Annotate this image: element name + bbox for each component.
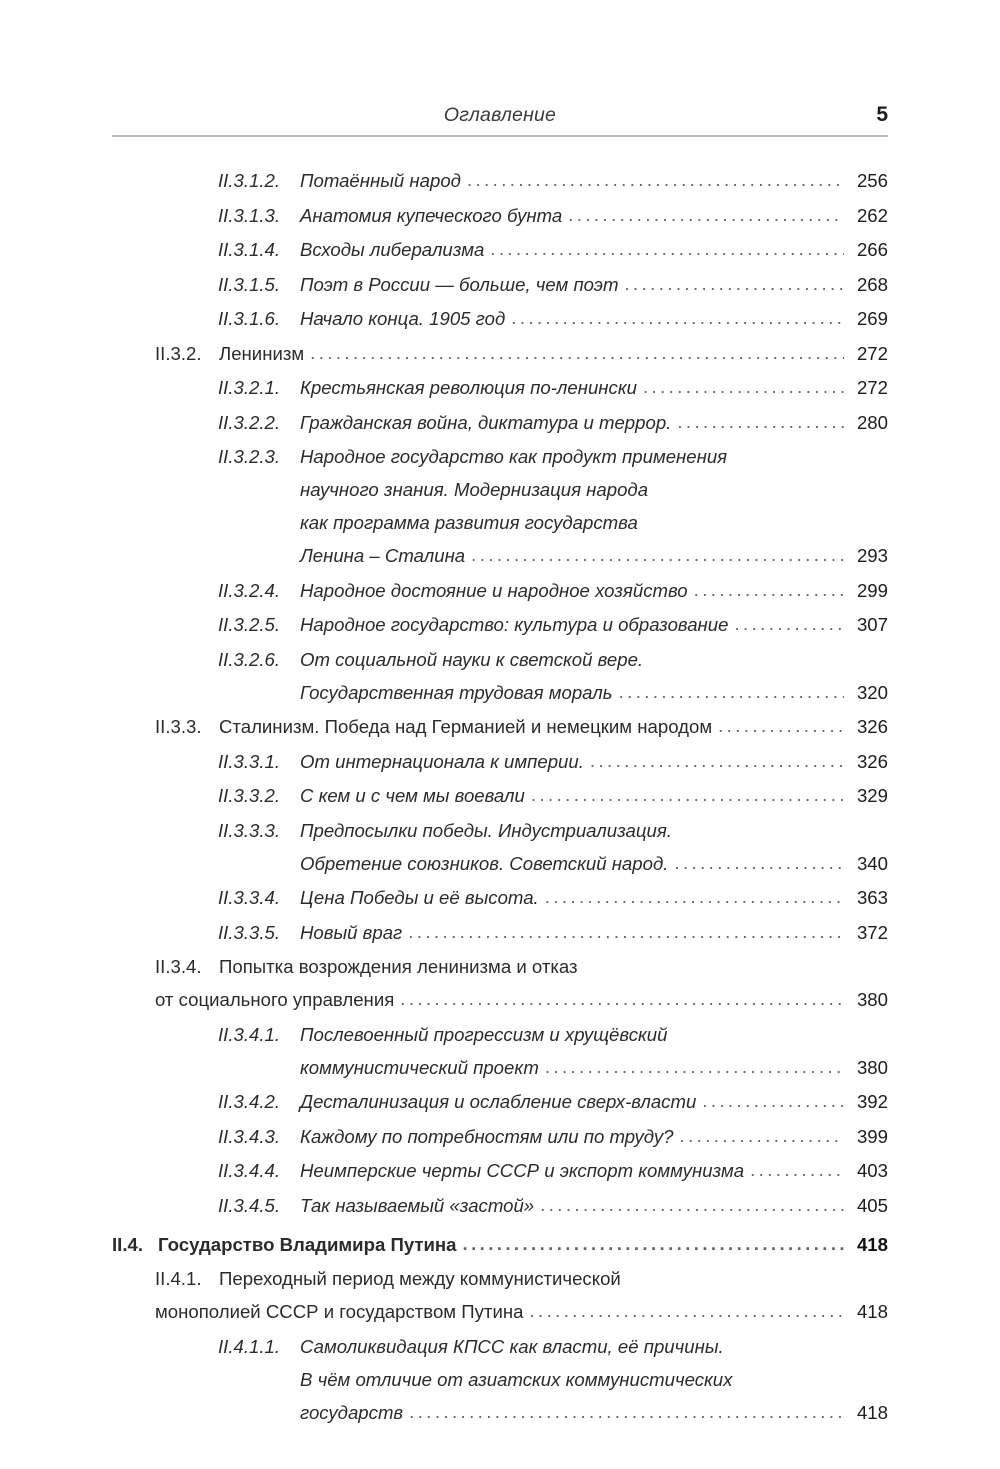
toc-entry[interactable] bbox=[218, 1158, 888, 1183]
toc-entry-title-text: Гражданская война, диктатура и террор. bbox=[300, 411, 672, 433]
toc-entry-body bbox=[219, 341, 888, 366]
toc-entry[interactable] bbox=[218, 1334, 888, 1425]
toc-entry-title-line bbox=[300, 1022, 888, 1047]
toc-entry-body bbox=[300, 1334, 888, 1425]
toc-entry-page-number: 380 bbox=[856, 1056, 888, 1078]
toc-entry[interactable] bbox=[155, 1266, 888, 1324]
toc-entry-title-line bbox=[300, 578, 888, 603]
toc-entry-title-text: Всходы либерализма bbox=[300, 239, 485, 260]
dot-leader bbox=[568, 202, 844, 227]
toc-entry[interactable] bbox=[218, 1193, 888, 1218]
toc-entry-title-line bbox=[158, 1232, 888, 1257]
dot-leader bbox=[467, 167, 844, 192]
table-of-contents-list bbox=[0, 168, 1000, 1434]
toc-entry-title-line bbox=[300, 272, 888, 297]
toc-entry-page-number: 299 bbox=[856, 579, 888, 601]
dot-leader bbox=[718, 713, 844, 738]
toc-entry[interactable] bbox=[218, 920, 888, 945]
dot-leader bbox=[680, 1123, 844, 1148]
toc-entry[interactable] bbox=[218, 168, 888, 193]
toc-entry[interactable] bbox=[218, 272, 888, 297]
toc-entry-page-number: 380 bbox=[856, 989, 888, 1010]
toc-entry-title-text: Народное государство как продукт применения bbox=[300, 446, 728, 467]
toc-entry[interactable] bbox=[218, 885, 888, 910]
toc-entry[interactable] bbox=[218, 444, 888, 568]
toc-entry-page-number: 405 bbox=[856, 1194, 888, 1216]
toc-entry-title-line bbox=[219, 954, 888, 979]
toc-entry-page-number: 269 bbox=[856, 308, 888, 329]
toc-entry[interactable] bbox=[218, 1089, 888, 1114]
dot-leader bbox=[408, 919, 844, 944]
header-divider-rule bbox=[112, 135, 888, 137]
toc-entry-title-text: как программа развития государства bbox=[300, 512, 638, 533]
toc-entry-number: II.3.4.1. bbox=[218, 1023, 281, 1045]
toc-entry-body bbox=[300, 612, 888, 637]
dot-leader bbox=[694, 577, 844, 602]
toc-entry-number: II.3.3.4. bbox=[218, 887, 281, 908]
toc-entry-number: II.3.3.1. bbox=[218, 750, 281, 772]
page-folio-number: 5 bbox=[876, 103, 888, 126]
toc-entry-title-text: Государственная трудовая мораль bbox=[300, 681, 613, 703]
dot-leader bbox=[463, 1231, 844, 1256]
toc-entry-body bbox=[300, 1124, 888, 1149]
toc-entry-number: II.3.3.2. bbox=[218, 785, 281, 806]
toc-entry-title-text: государств bbox=[300, 1401, 404, 1423]
toc-entry-body bbox=[300, 1158, 888, 1183]
toc-entry-body bbox=[300, 749, 888, 774]
toc-entry-page-number: 320 bbox=[856, 681, 888, 703]
toc-entry-title-text: от социального управления bbox=[155, 989, 395, 1010]
toc-entry[interactable] bbox=[218, 237, 888, 262]
dot-leader bbox=[545, 884, 844, 909]
toc-entry-body bbox=[300, 578, 888, 603]
toc-entry-number: II.3.2.6. bbox=[218, 648, 281, 670]
toc-entry-title-text: Государство Владимира Путина bbox=[158, 1233, 457, 1255]
toc-entry-number: II.3.2.4. bbox=[218, 579, 281, 601]
toc-entry-title-text: монополией СССР и государством Путина bbox=[155, 1301, 524, 1322]
toc-entry-title-text: Самоликвидация КПСС как власти, её причины. bbox=[300, 1335, 724, 1357]
dot-leader bbox=[619, 679, 844, 704]
toc-entry-number: II.3.1.2. bbox=[218, 170, 281, 191]
toc-entry-title-text: С кем и с чем мы воевали bbox=[300, 785, 525, 806]
toc-entry-title-text: От интернационала к империи. bbox=[300, 750, 584, 772]
toc-entry-title-text: Так называемый «застой» bbox=[300, 1194, 535, 1216]
toc-entry-title-text: Цена Победы и её высота. bbox=[300, 887, 539, 908]
toc-entry-title-line bbox=[300, 410, 888, 435]
toc-entry-title-continuation bbox=[155, 987, 888, 1012]
toc-entry-title-line bbox=[300, 306, 888, 331]
toc-entry-title-text: Обретение союзников. Советский народ. bbox=[300, 852, 669, 874]
toc-entry-title-continuation bbox=[300, 543, 888, 568]
toc-entry-title-line bbox=[300, 818, 888, 843]
toc-entry-title-line bbox=[300, 375, 888, 400]
toc-entry-page-number: 293 bbox=[856, 545, 888, 566]
toc-entry-title-continuation bbox=[300, 1400, 888, 1425]
dot-leader bbox=[590, 748, 844, 773]
dot-leader bbox=[511, 305, 844, 330]
toc-entry-title-line bbox=[219, 714, 888, 739]
toc-entry-body bbox=[300, 920, 888, 945]
toc-entry-title-text: коммунистический проект bbox=[300, 1056, 539, 1078]
toc-entry-number: II.3.1.5. bbox=[218, 273, 281, 295]
toc-entry-body bbox=[300, 203, 888, 228]
toc-entry-page-number: 326 bbox=[856, 716, 888, 737]
toc-entry-body bbox=[300, 885, 888, 910]
toc-entry-body bbox=[300, 410, 888, 435]
toc-entry-page-number: 392 bbox=[856, 1091, 888, 1112]
toc-entry-title-text: Крестьянская революция по-ленински bbox=[300, 377, 637, 398]
toc-entry-number: II.4.1.1. bbox=[218, 1335, 281, 1357]
toc-entry-number: II.3.2.3. bbox=[218, 446, 281, 467]
toc-entry-body bbox=[300, 1022, 888, 1080]
toc-entry-body bbox=[300, 237, 888, 262]
toc-entry-title-line bbox=[300, 1124, 888, 1149]
dot-leader bbox=[624, 271, 844, 296]
toc-entry-title-line bbox=[300, 168, 888, 193]
toc-entry-page-number: 307 bbox=[856, 614, 888, 635]
toc-entry-title-continuation bbox=[300, 477, 888, 502]
toc-entry-title-text: Десталинизация и ослабление сверх-власти bbox=[300, 1091, 697, 1112]
toc-entry[interactable] bbox=[155, 714, 888, 739]
toc-entry-title-text: Предпосылки победы. Индустриализация. bbox=[300, 819, 672, 841]
toc-entry-title-continuation bbox=[300, 680, 888, 705]
toc-entry-body bbox=[300, 306, 888, 331]
toc-entry-title-text: Переходный период между коммунистической bbox=[219, 1268, 621, 1289]
toc-entry[interactable] bbox=[155, 954, 888, 1012]
toc-entry-body bbox=[300, 444, 888, 568]
toc-entry-title-line bbox=[300, 1193, 888, 1218]
dot-leader bbox=[531, 782, 844, 807]
toc-entry[interactable] bbox=[218, 306, 888, 331]
toc-entry-page-number: 262 bbox=[856, 204, 888, 226]
toc-entry-title-continuation bbox=[300, 1055, 888, 1080]
toc-entry-title-line bbox=[300, 885, 888, 910]
toc-entry-title-continuation bbox=[300, 851, 888, 876]
toc-entry-body bbox=[300, 783, 888, 808]
toc-entry-title-line bbox=[300, 647, 888, 672]
toc-entry-number: II.3.2. bbox=[155, 342, 202, 364]
toc-entry-title-text: Ленина – Сталина bbox=[300, 545, 466, 566]
toc-entry-number: II.3.4.3. bbox=[218, 1125, 281, 1147]
toc-entry-title-text: Каждому по потребностям или по труду? bbox=[300, 1125, 674, 1147]
dot-leader bbox=[529, 1298, 844, 1323]
toc-entry-page-number: 326 bbox=[856, 750, 888, 772]
toc-entry-title-text: Потаённый народ bbox=[300, 170, 461, 191]
dot-leader bbox=[540, 1192, 844, 1217]
toc-entry-title-line bbox=[300, 1089, 888, 1114]
toc-entry-body bbox=[300, 375, 888, 400]
dot-leader bbox=[734, 611, 844, 636]
toc-entry-page-number: 266 bbox=[856, 239, 888, 260]
toc-entry-title-text: Поэт в России — больше, чем поэт bbox=[300, 273, 619, 295]
dot-leader bbox=[545, 1054, 844, 1079]
toc-entry-number: II.3.2.5. bbox=[218, 614, 281, 635]
toc-entry-page-number: 363 bbox=[856, 887, 888, 908]
toc-entry-title-line bbox=[300, 783, 888, 808]
toc-entry-title-continuation bbox=[155, 1299, 888, 1324]
toc-entry-number: II.4.1. bbox=[155, 1268, 202, 1289]
toc-entry-title-continuation bbox=[300, 510, 888, 535]
toc-entry-page-number: 256 bbox=[856, 170, 888, 191]
toc-entry-title-line bbox=[300, 203, 888, 228]
toc-entry-title-text: Начало конца. 1905 год bbox=[300, 308, 506, 329]
dot-leader bbox=[310, 340, 844, 365]
toc-entry-body bbox=[300, 272, 888, 297]
toc-entry[interactable] bbox=[218, 1124, 888, 1149]
dot-leader bbox=[677, 409, 844, 434]
toc-entry[interactable] bbox=[218, 612, 888, 637]
toc-entry[interactable] bbox=[218, 647, 888, 705]
toc-entry-title-text: Анатомия купеческого бунта bbox=[300, 204, 563, 226]
toc-entry-page-number: 340 bbox=[856, 852, 888, 874]
toc-entry-page-number: 372 bbox=[856, 921, 888, 943]
toc-entry-number: II.3.2.1. bbox=[218, 377, 281, 398]
toc-entry-title-text: Сталинизм. Победа над Германией и немецким народом bbox=[219, 716, 713, 737]
toc-entry-number: II.3.4.2. bbox=[218, 1091, 281, 1112]
toc-entry-title-text: научного знания. Модернизация народа bbox=[300, 479, 649, 500]
toc-entry-title-line bbox=[219, 341, 888, 366]
toc-entry-number: II.3.3. bbox=[155, 716, 202, 737]
toc-entry[interactable] bbox=[218, 375, 888, 400]
toc-entry-title-text: Народное достояние и народное хозяйство bbox=[300, 579, 688, 601]
dot-leader bbox=[643, 374, 844, 399]
running-head-title: Оглавление bbox=[443, 104, 557, 126]
toc-entry[interactable] bbox=[218, 203, 888, 228]
toc-entry-page-number: 418 bbox=[856, 1301, 888, 1322]
toc-entry-title-line bbox=[300, 1334, 888, 1359]
toc-entry-number: II.3.2.2. bbox=[218, 411, 281, 433]
dot-leader bbox=[490, 236, 844, 261]
dot-leader bbox=[702, 1088, 844, 1113]
toc-entry-title-text: От социальной науки к светской вере. bbox=[300, 648, 644, 670]
running-head bbox=[112, 104, 888, 134]
toc-entry-page-number: 268 bbox=[856, 273, 888, 295]
toc-entry-title-text: Послевоенный прогрессизм и хрущёвский bbox=[300, 1023, 668, 1045]
toc-entry[interactable] bbox=[218, 749, 888, 774]
toc-entry-page-number: 280 bbox=[856, 411, 888, 433]
toc-entry-title-text: Новый враг bbox=[300, 921, 403, 943]
toc-entry-number: II.3.1.6. bbox=[218, 308, 281, 329]
dot-leader bbox=[471, 542, 844, 567]
toc-entry-body bbox=[300, 647, 888, 705]
toc-entry-title-line bbox=[219, 1266, 888, 1291]
toc-entry-body bbox=[300, 1089, 888, 1114]
toc-entry[interactable] bbox=[155, 341, 888, 366]
toc-entry-title-continuation bbox=[300, 1367, 888, 1392]
toc-entry-number: II.3.3.3. bbox=[218, 819, 281, 841]
toc-entry[interactable] bbox=[218, 578, 888, 603]
toc-entry-page-number: 329 bbox=[856, 785, 888, 806]
toc-entry-title-line bbox=[300, 749, 888, 774]
toc-entry-page-number: 399 bbox=[856, 1125, 888, 1147]
toc-entry-number: II.3.4.4. bbox=[218, 1160, 281, 1181]
toc-entry-body bbox=[300, 168, 888, 193]
toc-entry-title-line bbox=[300, 612, 888, 637]
toc-entry-title-text: Ленинизм bbox=[219, 342, 305, 364]
toc-entry-number: II.3.4. bbox=[155, 956, 202, 977]
toc-entry-body bbox=[158, 1232, 888, 1257]
toc-entry[interactable] bbox=[218, 818, 888, 876]
toc-entry-page-number: 418 bbox=[856, 1401, 888, 1423]
toc-entry-title-text: Попытка возрождения ленинизма и отказ bbox=[219, 956, 578, 977]
dot-leader bbox=[674, 850, 844, 875]
toc-entry-title-line bbox=[300, 237, 888, 262]
toc-entry-number: II.3.4.5. bbox=[218, 1194, 281, 1216]
toc-entry-number: II.4. bbox=[112, 1233, 144, 1255]
toc-entry-title-text: Народное государство: культура и образование bbox=[300, 614, 729, 635]
toc-entry-title-line bbox=[300, 920, 888, 945]
toc-entry-title-text: Неимперские черты СССР и экспорт коммунизма bbox=[300, 1160, 745, 1181]
toc-entry[interactable] bbox=[112, 1232, 888, 1257]
dot-leader bbox=[409, 1399, 844, 1424]
toc-entry-title-text: В чём отличие от азиатских коммунистических bbox=[300, 1368, 733, 1390]
toc-entry-number: II.3.3.5. bbox=[218, 921, 281, 943]
toc-entry[interactable] bbox=[218, 410, 888, 435]
dot-leader bbox=[750, 1157, 844, 1182]
toc-entry-title-line bbox=[300, 1158, 888, 1183]
toc-entry-page-number: 272 bbox=[856, 342, 888, 364]
toc-entry-page-number: 418 bbox=[856, 1233, 888, 1255]
dot-leader bbox=[400, 986, 844, 1011]
toc-entry-page-number: 403 bbox=[856, 1160, 888, 1181]
toc-entry-title-line bbox=[300, 444, 888, 469]
toc-entry-body bbox=[219, 714, 888, 739]
toc-entry-body bbox=[300, 1193, 888, 1218]
toc-entry-page-number: 272 bbox=[856, 377, 888, 398]
toc-entry[interactable] bbox=[218, 783, 888, 808]
toc-entry-number: II.3.1.4. bbox=[218, 239, 281, 260]
toc-entry[interactable] bbox=[218, 1022, 888, 1080]
toc-entry-body bbox=[300, 818, 888, 876]
toc-entry-number: II.3.1.3. bbox=[218, 204, 281, 226]
